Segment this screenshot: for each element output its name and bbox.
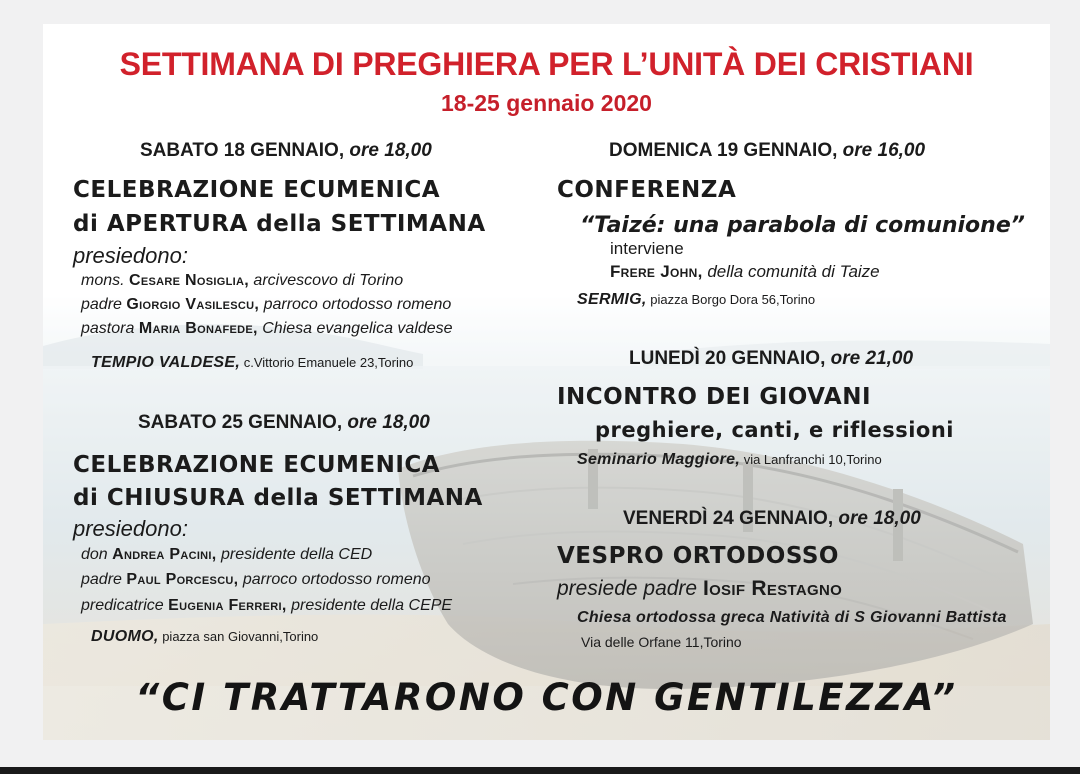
event-location xyxy=(91,354,413,372)
event-heading: CELEBRAZIONE ECUMENICA xyxy=(73,177,441,203)
location-address: c.Vittorio Emanuele 23,Torino xyxy=(243,355,414,370)
location-address: piazza Borgo Dora 56,Torino xyxy=(650,292,816,307)
presider-name: Paul Porcescu, xyxy=(126,571,239,588)
presider-role: Chiesa evangelica valdese xyxy=(262,320,453,337)
location-name: SERMIG, xyxy=(577,291,647,308)
poster-slogan: “CI TRATTARONO CON GENTILEZZA” xyxy=(135,676,958,719)
presiedono-label: presiedono: xyxy=(73,516,188,541)
event-heading: INCONTRO DEI GIOVANI xyxy=(557,384,872,410)
presider-name: Eugenia Ferreri, xyxy=(168,597,287,614)
location-name: TEMPIO VALDESE, xyxy=(91,354,241,371)
location-address: piazza san Giovanni,Torino xyxy=(162,629,319,644)
presider-name: Giorgio Vasilescu, xyxy=(126,296,260,313)
presider-title: predicatrice xyxy=(81,597,164,614)
event-date xyxy=(609,140,925,162)
event-time: ore 18,00 xyxy=(347,412,430,433)
presider-line xyxy=(81,320,453,338)
presider-title: padre xyxy=(81,571,122,588)
presider-role: presidente della CEPE xyxy=(291,597,453,614)
event-date xyxy=(140,140,432,162)
poster-dates: 18-25 gennaio 2020 xyxy=(441,90,652,116)
event-subheading: di CHIUSURA della SETTIMANA xyxy=(73,485,483,511)
presider-line xyxy=(81,272,403,290)
event-poster xyxy=(43,24,1050,740)
presider-line xyxy=(81,597,452,615)
event-day: LUNEDÌ 20 GENNAIO, xyxy=(629,348,826,369)
event-time: ore 18,00 xyxy=(349,140,432,161)
event-location xyxy=(577,291,815,309)
event-date xyxy=(623,508,921,530)
event-day: SABATO 18 GENNAIO, xyxy=(140,140,345,161)
event-day: VENERDÌ 24 GENNAIO, xyxy=(623,508,834,529)
speaker-role: della comunità di Taize xyxy=(707,262,880,281)
event-day: SABATO 25 GENNAIO, xyxy=(138,412,343,433)
presiede-label: presiede padre xyxy=(557,577,698,600)
event-location xyxy=(91,628,318,646)
presider-line xyxy=(81,571,431,589)
presider-name: Andrea Pacini, xyxy=(112,546,217,563)
location-address: via Lanfranchi 10,Torino xyxy=(743,452,882,467)
presider-role: parroco ortodosso romeno xyxy=(263,296,452,313)
presider-title: padre xyxy=(81,296,122,313)
presider-role: presidente della CED xyxy=(220,546,373,563)
event-subheading: di APERTURA della SETTIMANA xyxy=(73,211,486,237)
event-date xyxy=(138,412,430,434)
event-time: ore 21,00 xyxy=(830,348,914,369)
event-subheading: preghiere, canti, e riflessioni xyxy=(595,418,954,442)
presider-role: arcivescovo di Torino xyxy=(253,272,404,289)
location-name: DUOMO, xyxy=(91,628,159,645)
presider-name: Maria Bonafede, xyxy=(138,320,258,337)
event-day: DOMENICA 19 GENNAIO, xyxy=(609,140,838,161)
presider-line xyxy=(81,546,372,564)
location-address: Via delle Orfane 11,Torino xyxy=(581,634,742,650)
presider-title: pastora xyxy=(81,320,135,337)
location-name: Seminario Maggiore, xyxy=(577,451,741,468)
bottom-bar xyxy=(0,767,1080,774)
presider-title: don xyxy=(81,546,108,563)
speaker-line xyxy=(610,262,880,282)
event-time: ore 16,00 xyxy=(842,140,926,161)
interviene-label: interviene xyxy=(610,239,684,258)
presider-name: Cesare Nosiglia, xyxy=(129,272,249,289)
presider-name: Iosif Restagno xyxy=(702,577,843,600)
event-heading: CELEBRAZIONE ECUMENICA xyxy=(73,452,441,478)
event-heading: CONFERENZA xyxy=(557,177,737,203)
presider-title: mons. xyxy=(81,272,125,289)
presider-line xyxy=(557,577,842,601)
presider-role: parroco ortodosso romeno xyxy=(242,571,431,588)
conference-title: “Taizé: una parabola di comunione” xyxy=(580,213,1025,238)
speaker-name: Frere John, xyxy=(610,262,703,281)
location-name: Chiesa ortodossa greca Natività di S Giovanni Battista xyxy=(577,609,1007,626)
event-time: ore 18,00 xyxy=(838,508,921,529)
event-heading: VESPRO ORTODOSSO xyxy=(557,543,839,569)
presiedono-label: presiedono: xyxy=(73,243,188,268)
event-location xyxy=(577,451,882,469)
presider-line xyxy=(81,296,451,314)
event-date xyxy=(629,348,913,370)
poster-title: SETTIMANA DI PREGHIERA PER L’UNITÀ DEI CRISTIANI xyxy=(119,46,974,82)
event-location xyxy=(577,609,1007,627)
